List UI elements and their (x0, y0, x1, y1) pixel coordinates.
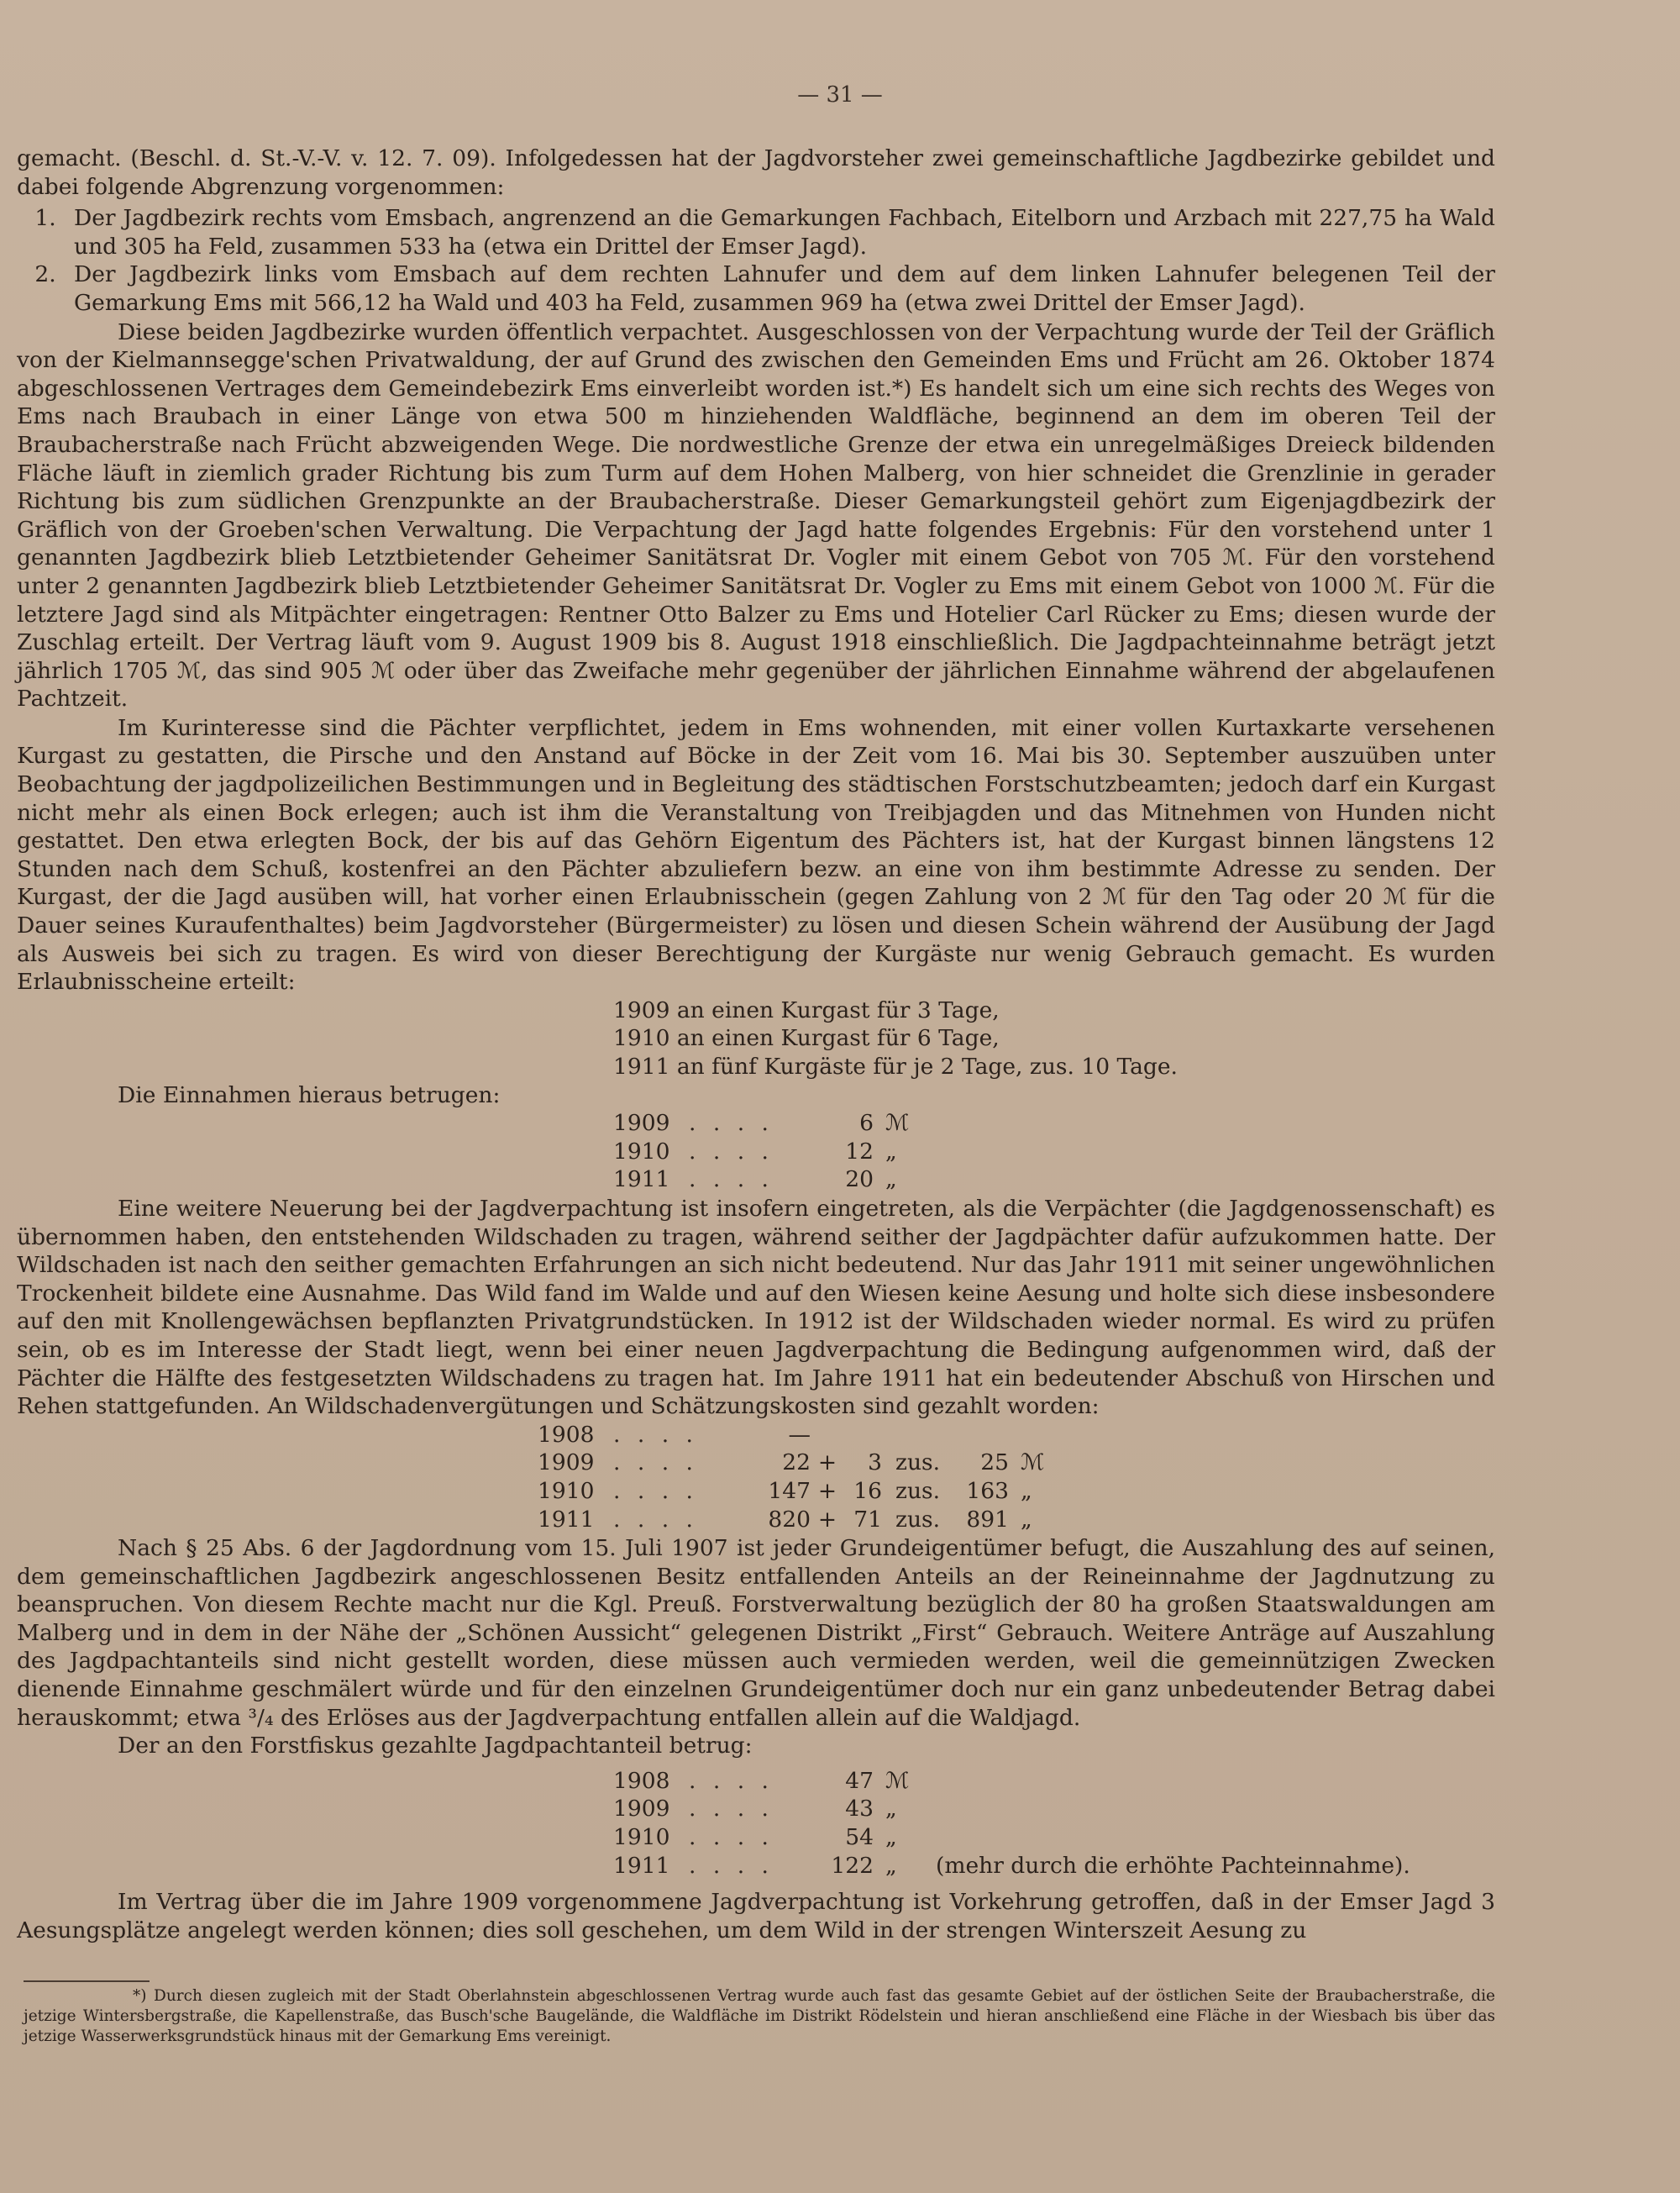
table-row (538, 1506, 1495, 1534)
plus-cell: + (817, 1449, 837, 1476)
table-row (613, 1852, 1495, 1880)
dots-cell: . . . . (689, 1138, 774, 1165)
list-item: 1910 an einen Kurgast für 6 Tage, (613, 1025, 1000, 1052)
amount-cell: 47 (845, 1767, 874, 1794)
amount-cell: 43 (845, 1796, 874, 1822)
zus-cell: zus. (895, 1449, 941, 1476)
income-table (613, 1109, 1495, 1194)
intro-paragraph: gemacht. (Beschl. d. St.-V.-V. v. 12. 7. 09). Infolgedessen hat der Jagdvorsteher zwei gemeinschaftliche Jagdbezirke gebildet und dabei folgende Abgrenzung vorgenommen: (17, 145, 1495, 200)
plus-cell (811, 1421, 844, 1449)
addition-cell: 3 (868, 1449, 882, 1476)
list-item (17, 260, 1495, 317)
unit-cell: ℳ (885, 1110, 910, 1137)
amount-cell: — (788, 1421, 811, 1448)
unit-cell (1009, 1421, 1063, 1449)
dots-cell: . . . . (689, 1796, 774, 1822)
dots-cell: . . . . (613, 1477, 698, 1504)
amount-cell: 12 (845, 1138, 874, 1165)
table-row (613, 1138, 1495, 1166)
table-row (538, 1477, 1495, 1506)
year-cell: 1910 (613, 1138, 670, 1165)
total-cell: 25 (980, 1449, 1009, 1476)
unit-cell: „ (1021, 1477, 1032, 1504)
paragraph-hunting-ordinance: Nach § 25 Abs. 6 der Jagdordnung vom 15. Juli 1907 ist jeder Grundeigentümer befugt, die Auszahlung des auf seinen, dem gemeinschaftlichen Jagdbezirk angeschlossenen Besitz entfallenden Anteils an der Reineinnahme der Jagdnutzung zu beanspruchen. Von diesem Rechte macht nur die Kgl. Preuß. Forstverwaltung bezüglich der 80 ha großen Staatswaldungen am Malberg und in dem in der Nähe der „Schönen Aussicht“ gelegenen Distrikt „First“ Gebrauch. Weitere Anträge auf Auszahlung des Jagdpachtanteils sind nicht gestellt worden, diese müssen auch vermieden werden, weil die gemeinnützigen Zwecken dienende Einnahme geschmälert würde und für den einzelnen Grundeigentümer doch nur ein ganz unbedeutender Betrag dabei herauskommt; etwa ³/₄ des Erlöses aus der Jagdverpachtung entfallen allein auf die Waldjagd. (17, 1535, 1495, 1731)
amount-cell: 22 (782, 1449, 811, 1476)
table-row (613, 1795, 1495, 1823)
plus-cell: + (817, 1477, 837, 1504)
amount-cell: 122 (831, 1852, 874, 1879)
note-cell: (mehr durch die erhöhte Pachteinnahme). (936, 1852, 1410, 1879)
total-cell: 163 (966, 1477, 1009, 1504)
note-cell (927, 1795, 936, 1823)
table-row (613, 1823, 1495, 1852)
note-cell (927, 1767, 936, 1796)
paragraph-lease: Diese beiden Jagdbezirke wurden öffentlich verpachtet. Ausgeschlossen von der Verpachtung wurde der Teil der Gräflich von der Kielmannsegge'schen Privatwaldung, der auf Grund des zwischen den Gemeinden Ems und Frücht am 26. Oktober 1874 abgeschlossenen Vertrages dem Gemeindebezirk Ems einverleibt worden ist.*) Es handelt sich um eine sich rechts des Weges von Ems nach Braubach in einer Länge von etwa 500 m hinziehenden Waldfläche, beginnend an dem im oberen Teil der Braubacherstraße nach Frücht abzweigenden Wege. Die nordwestliche Grenze der etwa ein unregelmäßiges Dreieck bildenden Fläche läuft in ziemlich grader Richtung bis zum Turm auf dem Hohen Malberg, von hier schneidet die Grenzlinie in gerader Richtung bis zum südlichen Grenzpunkte an der Braubacherstraße. Dieser Gemarkungsteil gehört zum Eigenjagdbezirk der Gräflich von der Groeben'schen Verwaltung. Die Verpachtung der Jagd hatte folgendes Ergebnis: Für den vorstehend unter 1 genannten Jagdbezirk blieb Letztbietender Geheimer Sanitätsrat Dr. Vogler mit einem Gebot von 705 ℳ. Für den vorstehend unter 2 genannten Jagdbezirk blieb Letztbietender Geheimer Sanitätsrat Dr. Vogler zu Ems mit einem Gebot von 1000 ℳ. Für die letztere Jagd sind als Mitpächter eingetragen: Rentner Otto Balzer zu Ems und Hotelier Carl Rücker zu Ems; diesen wurde der Zuschlag erteilt. Der Vertrag läuft vom 9. August 1909 bis 8. August 1918 einschließlich. Die Jagdpachteinnahme beträgt jetzt jährlich 1705 ℳ, das sind 905 ℳ oder über das Zweifache mehr gegenüber der jährlichen Einnahme während der abgelaufenen Pachtzeit. (17, 318, 1495, 713)
unit-cell: „ (1021, 1506, 1032, 1533)
dots-cell: . . . . (613, 1506, 698, 1533)
unit-cell: „ (885, 1166, 897, 1193)
list-item: 1909 an einen Kurgast für 3 Tage, (613, 997, 1000, 1023)
list-item-number: 1. (34, 205, 56, 232)
paragraph-forest-share-intro: Der an den Forstfiskus gezahlte Jagdpachtanteil betrug: (118, 1733, 753, 1759)
addition-cell: 71 (853, 1506, 882, 1533)
unit-cell: „ (885, 1138, 897, 1165)
forest-share-table (613, 1767, 1495, 1880)
dots-cell: . . . . (613, 1449, 698, 1476)
year-cell: 1911 (613, 1166, 670, 1193)
page-body (17, 145, 1495, 1944)
paragraph-spa-guests: Im Kurinteresse sind die Pächter verpflichtet, jedem in Ems wohnenden, mit einer vollen Kurtaxkarte versehenen Kurgast zu gestatten, die Pirsche und den Anstand auf Böcke in der Zeit vom 16. Mai bis 30. September auszuüben unter Beobachtung der jagdpolizeilichen Bestimmungen und in Begleitung des städtischen Forstschutzbeamten; jedoch darf ein Kurgast nicht mehr als einen Bock erlegen; auch ist ihm die Veranstaltung von Treibjagden und das Mitnehmen von Hunden nicht gestattet. Den etwa erlegten Bock, der bis auf das Gehörn Eigentum des Pächters ist, hat der Kurgast binnen längstens 12 Stunden nach dem Schuß, kostenfrei an den Pächter abzuliefern bezw. an eine von ihm bestimmte Adresse zu senden. Der Kurgast, der die Jagd ausüben will, hat vorher einen Erlaubnisschein (gegen Zahlung von 2 ℳ für den Tag oder 20 ℳ für die Dauer seines Kuraufenthaltes) beim Jagdvorsteher (Bürgermeister) zu lösen und diesen Schein während der Ausübung der Jagd als Ausweis bei sich zu tragen. Es wird von dieser Berechtigung der Kurgäste nur wenig Gebrauch gemacht. Es wurden Erlaubnisscheine erteilt: (17, 714, 1495, 996)
total-cell (958, 1421, 1009, 1449)
list-item-text: Der Jagdbezirk links vom Emsbach auf dem rechten Lahnufer und dem auf dem linken Lahnufer belegenen Teil der Gemarkung Ems mit 566,12 ha Wald und 403 ha Feld, zusammen 969 ha (etwa zwei Drittel der Emser Jagd). (74, 261, 1495, 316)
addition-cell: 16 (853, 1477, 882, 1504)
damages-table (538, 1421, 1495, 1533)
table-row (538, 1421, 1495, 1449)
list-item-text: Der Jagdbezirk rechts vom Emsbach, angrenzend an die Gemarkungen Fachbach, Eitelborn und Arzbach mit 227,75 ha Wald und 305 ha Feld, zusammen 533 ha (etwa ein Drittel der Emser Jagd). (74, 205, 1495, 260)
amount-cell: 6 (859, 1110, 874, 1137)
note-cell (927, 1823, 936, 1852)
footnote: *) Durch diesen zugleich mit der Stadt Oberlahnstein abgeschlossenen Vertrag wurde auch fast das gesamte Gebiet auf der östlichen Seite der Braubacherstraße, die jetzige Wintersbergstraße, die Kapellenstraße, das Busch'sche Baugelände, die Waldfläche im Distrikt Rödelstein und hieran anschließend eine Fläche in der Wiesbach bis über das jetzige Wasserwerksgrundstück hinaus mit der Gemarkung Ems vereinigt. (24, 1987, 1495, 2045)
zus-cell: zus. (895, 1506, 941, 1533)
unit-cell: ℳ (1021, 1449, 1045, 1476)
dots-cell: . . . . (689, 1852, 774, 1879)
amount-cell: 147 (768, 1477, 811, 1504)
year-cell: 1908 (613, 1767, 670, 1794)
table-row (538, 1449, 1495, 1477)
zus-cell: zus. (895, 1477, 941, 1504)
unit-cell: „ (885, 1796, 897, 1822)
amount-cell: 20 (845, 1166, 874, 1193)
paragraph-game-damage: Eine weitere Neuerung bei der Jagdverpachtung ist insofern eingetreten, als die Verpächter (die Jagdgenossenschaft) es übernommen haben, den entstehenden Wildschaden zu tragen, während seither der Jagdpächter dafür aufzukommen hatte. Der Wildschaden ist nach den seither gemachten Erfahrungen an sich nicht bedeutend. Nur das Jahr 1911 mit seiner ungewöhnlichen Trockenheit bildete eine Ausnahme. Das Wild fand im Walde und auf den Wiesen keine Aesung und holte sich diese insbesondere auf den mit Knollengewächsen bepflanzten Privatgrundstücken. In 1912 ist der Wildschaden wieder normal. Es wird zu prüfen sein, ob es im Interesse der Stadt liegt, wenn bei einer neuen Jagdverpachtung die Bedingung aufgenommen wird, daß der Pächter die Hälfte des festgesetzten Wildschadens zu tragen hat. Im Jahre 1911 hat ein bedeutender Abschuß von Hirschen und Rehen stattgefunden. An Wildschadenvergütungen und Schätzungskosten sind gezahlt worden: (17, 1195, 1495, 1420)
total-cell: 891 (966, 1506, 1009, 1533)
page-number: — 31 — (797, 82, 883, 108)
dots-cell: . . . . (689, 1110, 774, 1137)
year-cell: 1909 (613, 1796, 670, 1822)
amount-cell: 820 (768, 1506, 811, 1533)
permits-list (613, 997, 1495, 1081)
year-cell: 1909 (538, 1449, 595, 1476)
dots-cell: . . . . (689, 1166, 774, 1193)
dots-cell: . . . . (689, 1767, 774, 1794)
list-item-number: 2. (34, 261, 56, 288)
year-cell: 1911 (613, 1852, 670, 1879)
paragraph-feeding-places: Im Vertrag über die im Jahre 1909 vorgenommene Jagdverpachtung ist Vorkehrung getroffen, daß in der Emser Jagd 3 Aesungsplätze angelegt werden können; dies soll geschehen, um dem Wild in der strengen Winterszeit Aesung zu (17, 1889, 1495, 1943)
table-row (613, 1109, 1495, 1138)
year-cell: 1910 (538, 1477, 595, 1504)
year-cell: 1908 (538, 1421, 595, 1448)
zus-cell (882, 1421, 958, 1449)
paragraph-income-intro: Die Einnahmen hieraus betrugen: (118, 1081, 501, 1108)
year-cell: 1911 (538, 1506, 595, 1533)
footnote-divider (24, 1980, 150, 1982)
table-row (613, 1767, 1495, 1796)
unit-cell: „ (885, 1852, 897, 1879)
district-list (17, 204, 1495, 317)
year-cell: 1910 (613, 1824, 670, 1851)
year-cell: 1909 (613, 1110, 670, 1137)
list-item (17, 204, 1495, 260)
unit-cell: ℳ (885, 1767, 910, 1794)
dots-cell: . . . . (613, 1421, 698, 1448)
addition-cell (844, 1421, 882, 1449)
table-row (613, 1165, 1495, 1194)
amount-cell: 54 (845, 1824, 874, 1851)
unit-cell: „ (885, 1824, 897, 1851)
plus-cell: + (817, 1506, 837, 1533)
list-item: 1911 an fünf Kurgäste für je 2 Tage, zus. 10 Tage. (613, 1054, 1178, 1080)
dots-cell: . . . . (689, 1824, 774, 1851)
